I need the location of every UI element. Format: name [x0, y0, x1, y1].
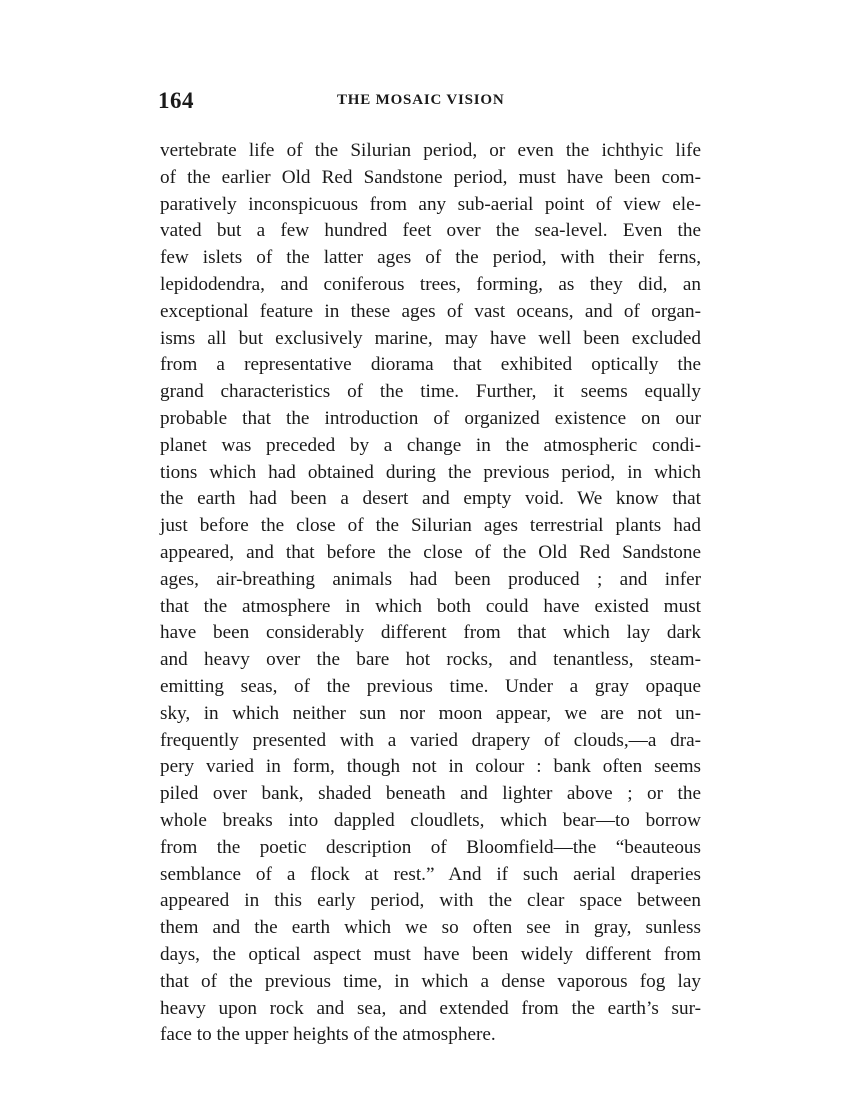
text-line: from the poetic description of Bloomfield—the “beauteous — [160, 836, 701, 858]
text-line: appeared in this early period, with the clear space between — [160, 890, 701, 912]
text-line: that of the previous time, in which a dense vaporous fog lay — [160, 970, 701, 992]
text-line: heavy upon rock and sea, and extended from the earth’s sur- — [160, 997, 701, 1019]
text-line: vated but a few hundred feet over the sea-level. Even the — [160, 220, 701, 242]
text-line: grand characteristics of the time. Further, it seems equally — [160, 381, 701, 403]
text-line: just before the close of the Silurian ages terrestrial plants had — [160, 515, 701, 537]
text-line: paratively inconspicuous from any sub-aerial point of view ele- — [160, 193, 701, 215]
text-line: exceptional feature in these ages of vast oceans, and of organ- — [160, 300, 701, 322]
text-line: and heavy over the bare hot rocks, and tenantless, steam- — [160, 649, 701, 671]
text-line: appeared, and that before the close of the Old Red Sandstone — [160, 541, 701, 563]
text-line: have been considerably different from that which lay dark — [160, 622, 701, 644]
text-line: ages, air-breathing animals had been produced ; and infer — [160, 568, 701, 590]
text-line: piled over bank, shaded beneath and lighter above ; or the — [160, 783, 701, 805]
text-line: frequently presented with a varied drapery of clouds,—a dra- — [160, 729, 701, 751]
text-line: semblance of a flock at rest.” And if such aerial draperies — [160, 863, 701, 885]
text-line: whole breaks into dappled cloudlets, which bear—to borrow — [160, 809, 701, 831]
text-line: from a representative diorama that exhibited optically the — [160, 354, 701, 376]
text-line: of the earlier Old Red Sandstone period, must have been com- — [160, 166, 701, 188]
running-title: THE MOSAIC VISION — [337, 92, 505, 108]
text-line: lepidodendra, and coniferous trees, forming, as they did, an — [160, 273, 701, 295]
body-paragraph — [160, 138, 701, 1049]
text-line: isms all but exclusively marine, may have well been excluded — [160, 327, 701, 349]
text-line: days, the optical aspect must have been widely different from — [160, 943, 701, 965]
text-line: face to the upper heights of the atmosphere. — [160, 1024, 496, 1046]
text-line: the earth had been a desert and empty void. We know that — [160, 488, 701, 510]
text-line: pery varied in form, though not in colour : bank often seems — [160, 756, 701, 778]
text-line: sky, in which neither sun nor moon appear, we are not un- — [160, 702, 701, 724]
text-line: emitting seas, of the previous time. Under a gray opaque — [160, 675, 701, 697]
text-line: vertebrate life of the Silurian period, or even the ichthyic life — [160, 140, 701, 161]
text-line: them and the earth which we so often see in gray, sunless — [160, 917, 701, 939]
running-head — [158, 88, 703, 118]
text-line: planet was preceded by a change in the atmospheric condi- — [160, 434, 701, 456]
page-number: 164 — [158, 88, 194, 113]
text-line: few islets of the latter ages of the period, with their ferns, — [160, 247, 701, 269]
text-line: tions which had obtained during the previous period, in which — [160, 461, 701, 483]
text-line: that the atmosphere in which both could have existed must — [160, 595, 701, 617]
text-line: probable that the introduction of organized existence on our — [160, 407, 701, 429]
